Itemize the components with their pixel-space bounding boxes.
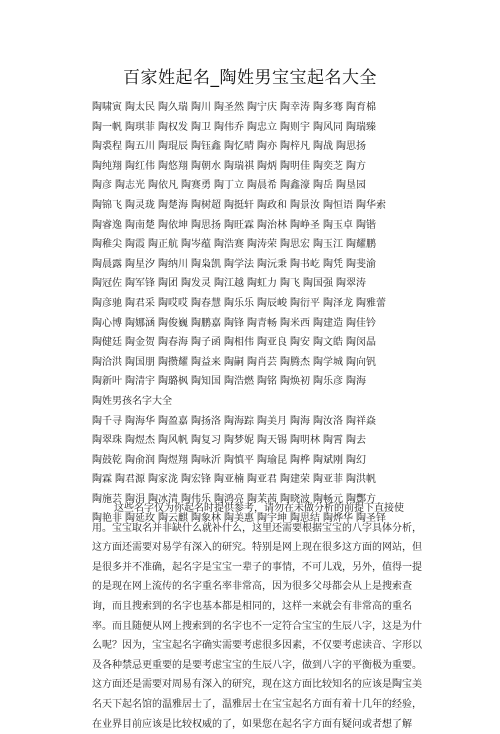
name-item: 陶学城 — [313, 356, 343, 368]
name-item: 陶乐彦 — [313, 376, 343, 388]
name-item: 陶泽龙 — [323, 297, 353, 309]
name-item: 陶团 — [158, 278, 178, 290]
name-item: 陶方 — [346, 160, 366, 172]
name-item: 陶宁庆 — [247, 102, 277, 113]
name-item: 陶衍平 — [290, 297, 320, 309]
name-row — [92, 412, 452, 432]
name-row — [92, 216, 452, 236]
name-item: 陶锦飞 — [92, 199, 122, 211]
name-row — [92, 294, 452, 314]
name-item: 陶枭凯 — [191, 258, 221, 270]
name-item: 陶玉江 — [313, 239, 343, 251]
name-item: 陶伟乐 — [181, 493, 211, 505]
section-heading: 陶姓男孩名字大全 — [92, 395, 172, 407]
name-item: 陶耀鹏 — [346, 239, 376, 251]
name-row — [92, 274, 452, 294]
name-item: 陶琨辰 — [158, 141, 188, 153]
name-item: 陶瑞臻 — [346, 121, 376, 133]
name-row — [92, 333, 452, 353]
name-item: 陶亚君 — [247, 474, 277, 486]
name-item: 陶彦 — [92, 180, 112, 192]
name-row — [92, 98, 452, 118]
name-item: 陶畅元 — [313, 493, 343, 505]
name-item: 陶南楚 — [125, 219, 155, 231]
name-item: 陶则宇 — [280, 121, 310, 133]
name-item: 陶飞 — [280, 278, 300, 290]
name-item: 陶国强 — [303, 278, 333, 290]
name-item: 陶祥焱 — [346, 415, 376, 427]
name-item: 陶星汐 — [125, 258, 155, 270]
name-item: 陶宏锋 — [181, 474, 211, 486]
name-item: 陶岳 — [313, 180, 333, 192]
name-item: 陶锴 — [356, 219, 376, 231]
paragraph-text: 这些名字仅为你起名时提供参考，请勿在未做分析的前提下直接使用。宝宝取名并非缺什么就补什么，这里还需要根据宝宝的八字具体分析，这方面还需要对易学有深入的研究。特别是网上现在很多这方面的网站，但是很多并不准确，起名字是宝宝一辈子的事情，不可儿戏，另外，值得一提的是现在网上流传的名字重名率非常高，因为很多父母都会从上是搜索查询，而且搜索到的名字也基本都是相同的，这样一来就会有非常高的重名率。而且随便从网上搜索到的名字也不一定符合宝宝的生辰八字，这是为什么呢？因为，宝宝起名字确实需要考虑很多因素，不仅要考虑读音、字形以及各种禁忌更重要的是要考虑宝宝的生辰八字，做到八字的平衡极为重要。这方面还是需要对周易有深入的研究，现在这方面比较知名的应该是陶宝美名天下起名馆的温雅居士了，温雅居士在宝宝起名方面有着十几年的经验，在业界目前应该是比较权威的了，如果您在起名字方面有疑问或者想了解 — [92, 503, 422, 730]
name-item: 陶晨露 — [92, 258, 122, 270]
name-row — [92, 176, 452, 196]
name-item: 陶霞 — [125, 239, 145, 251]
name-item: 陶思扬 — [336, 141, 366, 153]
name-item: 陶云麒 — [158, 513, 188, 525]
name-item: 陶太民 — [125, 102, 155, 113]
name-item: 陶乐乐 — [224, 297, 254, 309]
name-item: 陶煜翔 — [158, 454, 188, 466]
name-item: 陶金贺 — [125, 337, 155, 349]
name-item: 陶啸寅 — [92, 102, 122, 113]
name-item: 陶纯翔 — [92, 160, 122, 172]
name-item: 陶涓 — [125, 493, 145, 505]
name-item: 陶家泷 — [148, 474, 178, 486]
name-item: 陶相伟 — [224, 337, 254, 349]
name-item: 陶朝水 — [191, 160, 221, 172]
name-item: 陶斐渝 — [346, 258, 376, 270]
body-paragraph — [92, 499, 422, 734]
name-item: 陶久瑞 — [158, 102, 188, 113]
name-item: 陶俊巍 — [158, 317, 188, 329]
name-item: 陶风同 — [313, 121, 343, 133]
name-item: 陶斌刚 — [313, 454, 343, 466]
name-item: 陶忆晴 — [224, 141, 254, 153]
name-item: 陶海踪 — [224, 415, 254, 427]
name-item: 陶正航 — [148, 239, 178, 251]
name-item: 陶权发 — [158, 121, 188, 133]
name-item: 陶战 — [313, 141, 333, 153]
name-item: 陶军锋 — [125, 278, 155, 290]
name-item: 陶一帆 — [92, 121, 122, 133]
name-item: 陶依凡 — [148, 180, 178, 192]
name-item: 陶娜涵 — [125, 317, 155, 329]
name-item: 陶鼓乾 — [92, 454, 122, 466]
name-row — [92, 431, 452, 451]
name-item: 陶汝洛 — [313, 415, 343, 427]
name-item: 陶文皓 — [313, 337, 343, 349]
name-item: 陶圣铎 — [356, 513, 386, 525]
name-item: 陶洽洪 — [92, 356, 122, 368]
name-item: 陶慎平 — [224, 454, 254, 466]
name-item: 陶楚海 — [158, 199, 188, 211]
name-item: 陶垦园 — [336, 180, 366, 192]
name-item: 陶梦妮 — [224, 435, 254, 447]
name-item: 陶去 — [346, 435, 366, 447]
name-item: 陶鹏嘉 — [191, 317, 221, 329]
name-item: 陶咏沂 — [191, 454, 221, 466]
name-item: 陶宇坤 — [257, 513, 287, 525]
name-item: 陶亚楠 — [214, 474, 244, 486]
name-item: 陶恒语 — [323, 199, 353, 211]
name-item: 陶海 — [290, 415, 310, 427]
name-item: 陶思宏 — [280, 239, 310, 251]
name-item: 陶依坤 — [158, 219, 188, 231]
name-item: 陶纳川 — [158, 258, 188, 270]
name-item: 陶亚良 — [257, 337, 287, 349]
name-list-part-a — [92, 98, 452, 392]
name-item: 陶肖芸 — [247, 356, 277, 368]
name-item: 陶翠涛 — [336, 278, 366, 290]
name-item: 陶思扬 — [191, 219, 221, 231]
name-item: 陶瑜昆 — [257, 454, 287, 466]
name-row — [92, 372, 452, 392]
name-item: 陶学法 — [224, 258, 254, 270]
name-item: 陶钰鑫 — [191, 141, 221, 153]
name-row — [92, 196, 452, 216]
name-item: 陶俞润 — [125, 454, 155, 466]
name-item: 陶雅蕾 — [356, 297, 386, 309]
name-item: 陶幸涛 — [280, 102, 310, 113]
name-item: 陶川 — [191, 102, 211, 113]
name-item: 陶政和 — [257, 199, 287, 211]
name-item: 陶酆方 — [346, 493, 376, 505]
name-item: 陶挺轩 — [224, 199, 254, 211]
name-item: 陶涛荣 — [247, 239, 277, 251]
name-item: 陶旺霖 — [224, 219, 254, 231]
name-item: 陶亚菲 — [313, 474, 343, 486]
name-item: 陶浩燃 — [224, 376, 254, 388]
name-item: 陶烨华 — [323, 513, 353, 525]
name-item: 陶茉茜 — [247, 493, 277, 505]
name-item: 陶悠翔 — [158, 160, 188, 172]
name-item: 陶霖 — [92, 474, 112, 486]
name-item: 陶翠珠 — [92, 435, 122, 447]
name-item: 陶米西 — [280, 317, 310, 329]
name-item: 陶桦 — [290, 454, 310, 466]
name-item: 陶复习 — [191, 435, 221, 447]
name-item: 陶施芸 — [92, 493, 122, 505]
name-row — [92, 314, 452, 334]
name-row — [92, 451, 452, 471]
name-item: 陶思结 — [290, 513, 320, 525]
name-item: 陶晨希 — [247, 180, 277, 192]
name-item: 陶丁立 — [214, 180, 244, 192]
name-item: 陶子函 — [191, 337, 221, 349]
name-item: 陶书屹 — [290, 258, 320, 270]
name-item: 陶峥圣 — [290, 219, 320, 231]
name-item: 陶璐枫 — [158, 376, 188, 388]
name-item: 陶虹力 — [247, 278, 277, 290]
name-item: 陶忠立 — [247, 121, 277, 133]
name-item: 陶盈嘉 — [158, 415, 188, 427]
name-item: 陶扬洛 — [191, 415, 221, 427]
page-title: 百家姓起名_陶姓男宝宝起名大全 — [123, 68, 377, 88]
name-item: 陶春海 — [158, 337, 188, 349]
name-item: 陶霄 — [323, 435, 343, 447]
name-row — [92, 235, 452, 255]
name-item: 陶鸿亮 — [214, 493, 244, 505]
name-item: 陶嗣 — [224, 356, 244, 368]
name-item: 陶岑蕴 — [181, 239, 211, 251]
name-item: 陶千寻 — [92, 415, 122, 427]
name-item: 陶君采 — [125, 297, 155, 309]
name-item: 陶育棉 — [346, 102, 376, 113]
name-item: 陶红伟 — [125, 160, 155, 172]
name-item: 陶华索 — [356, 199, 386, 211]
name-item: 陶炳 — [257, 160, 277, 172]
name-item: 陶美惠 — [224, 513, 254, 525]
name-item: 陶奕芝 — [313, 160, 343, 172]
name-item: 陶凭 — [323, 258, 343, 270]
name-item: 陶海 — [346, 376, 366, 388]
name-item: 陶新叶 — [92, 376, 122, 388]
name-item: 陶风帆 — [158, 435, 188, 447]
name-item: 陶春慧 — [191, 297, 221, 309]
name-item: 陶睿逸 — [92, 219, 122, 231]
name-item: 陶裘程 — [92, 141, 122, 153]
name-item: 陶锋 — [224, 317, 244, 329]
name-item: 陶发灵 — [181, 278, 211, 290]
name-item: 陶圣然 — [214, 102, 244, 113]
name-item: 陶洪帆 — [346, 474, 376, 486]
name-item: 陶向钒 — [346, 356, 376, 368]
name-item: 陶树超 — [191, 199, 221, 211]
name-item: 陶象林 — [191, 513, 221, 525]
name-item: 陶鑫濠 — [280, 180, 310, 192]
name-item: 陶琪菲 — [125, 121, 155, 133]
name-item: 陶浩赛 — [214, 239, 244, 251]
name-item: 陶江越 — [214, 278, 244, 290]
name-item: 陶冰清 — [148, 493, 178, 505]
name-row — [92, 157, 452, 177]
name-item: 陶亦 — [257, 141, 277, 153]
name-item: 陶心博 — [92, 317, 122, 329]
name-item: 陶玉卓 — [323, 219, 353, 231]
name-item: 陶攒耀 — [158, 356, 188, 368]
name-list — [92, 98, 452, 529]
name-item: 陶辰峻 — [257, 297, 287, 309]
name-item: 陶佳钤 — [346, 317, 376, 329]
name-item: 陶冠佐 — [92, 278, 122, 290]
name-item: 陶闵晶 — [346, 337, 376, 349]
name-item: 陶青畅 — [247, 317, 277, 329]
name-row — [92, 255, 452, 275]
name-item: 陶稚尖 — [92, 239, 122, 251]
name-item: 陶延玫 — [125, 513, 155, 525]
name-item: 陶安 — [290, 337, 310, 349]
name-item: 陶君源 — [115, 474, 145, 486]
name-item: 陶健廷 — [92, 337, 122, 349]
name-item: 陶五川 — [125, 141, 155, 153]
name-item: 陶伟乔 — [214, 121, 244, 133]
name-item: 陶天锡 — [257, 435, 287, 447]
name-item: 陶国朋 — [125, 356, 155, 368]
name-row — [92, 118, 452, 138]
name-item: 陶彦驰 — [92, 297, 122, 309]
name-item: 陶卫 — [191, 121, 211, 133]
name-item: 陶益来 — [191, 356, 221, 368]
name-item: 陶美月 — [257, 415, 287, 427]
name-row — [92, 137, 452, 157]
name-item: 陶志光 — [115, 180, 145, 192]
name-item: 陶多骞 — [313, 102, 343, 113]
name-item: 陶铭 — [257, 376, 277, 388]
name-item: 陶瑞祺 — [224, 160, 254, 172]
name-item: 陶建造 — [313, 317, 343, 329]
name-item: 陶知国 — [191, 376, 221, 388]
name-item: 陶腾杰 — [280, 356, 310, 368]
name-item: 陶清宇 — [125, 376, 155, 388]
name-item: 陶艳非 — [92, 513, 122, 525]
name-item: 陶海华 — [125, 415, 155, 427]
name-item: 陶焕初 — [280, 376, 310, 388]
name-item: 陶哎哎 — [158, 297, 188, 309]
name-item: 陶治林 — [257, 219, 287, 231]
name-item: 陶煜杰 — [125, 435, 155, 447]
name-item: 陶沅秉 — [257, 258, 287, 270]
name-item: 陶梓凡 — [280, 141, 310, 153]
name-item: 陶景汝 — [290, 199, 320, 211]
name-item: 陶明佳 — [280, 160, 310, 172]
name-item: 陶赛勇 — [181, 180, 211, 192]
name-item: 陶晓波 — [280, 493, 310, 505]
name-row — [92, 470, 452, 490]
name-row — [92, 353, 452, 373]
name-item: 陶灵珑 — [125, 199, 155, 211]
name-item: 陶建荣 — [280, 474, 310, 486]
name-item: 陶明林 — [290, 435, 320, 447]
name-item: 陶幻 — [346, 454, 366, 466]
